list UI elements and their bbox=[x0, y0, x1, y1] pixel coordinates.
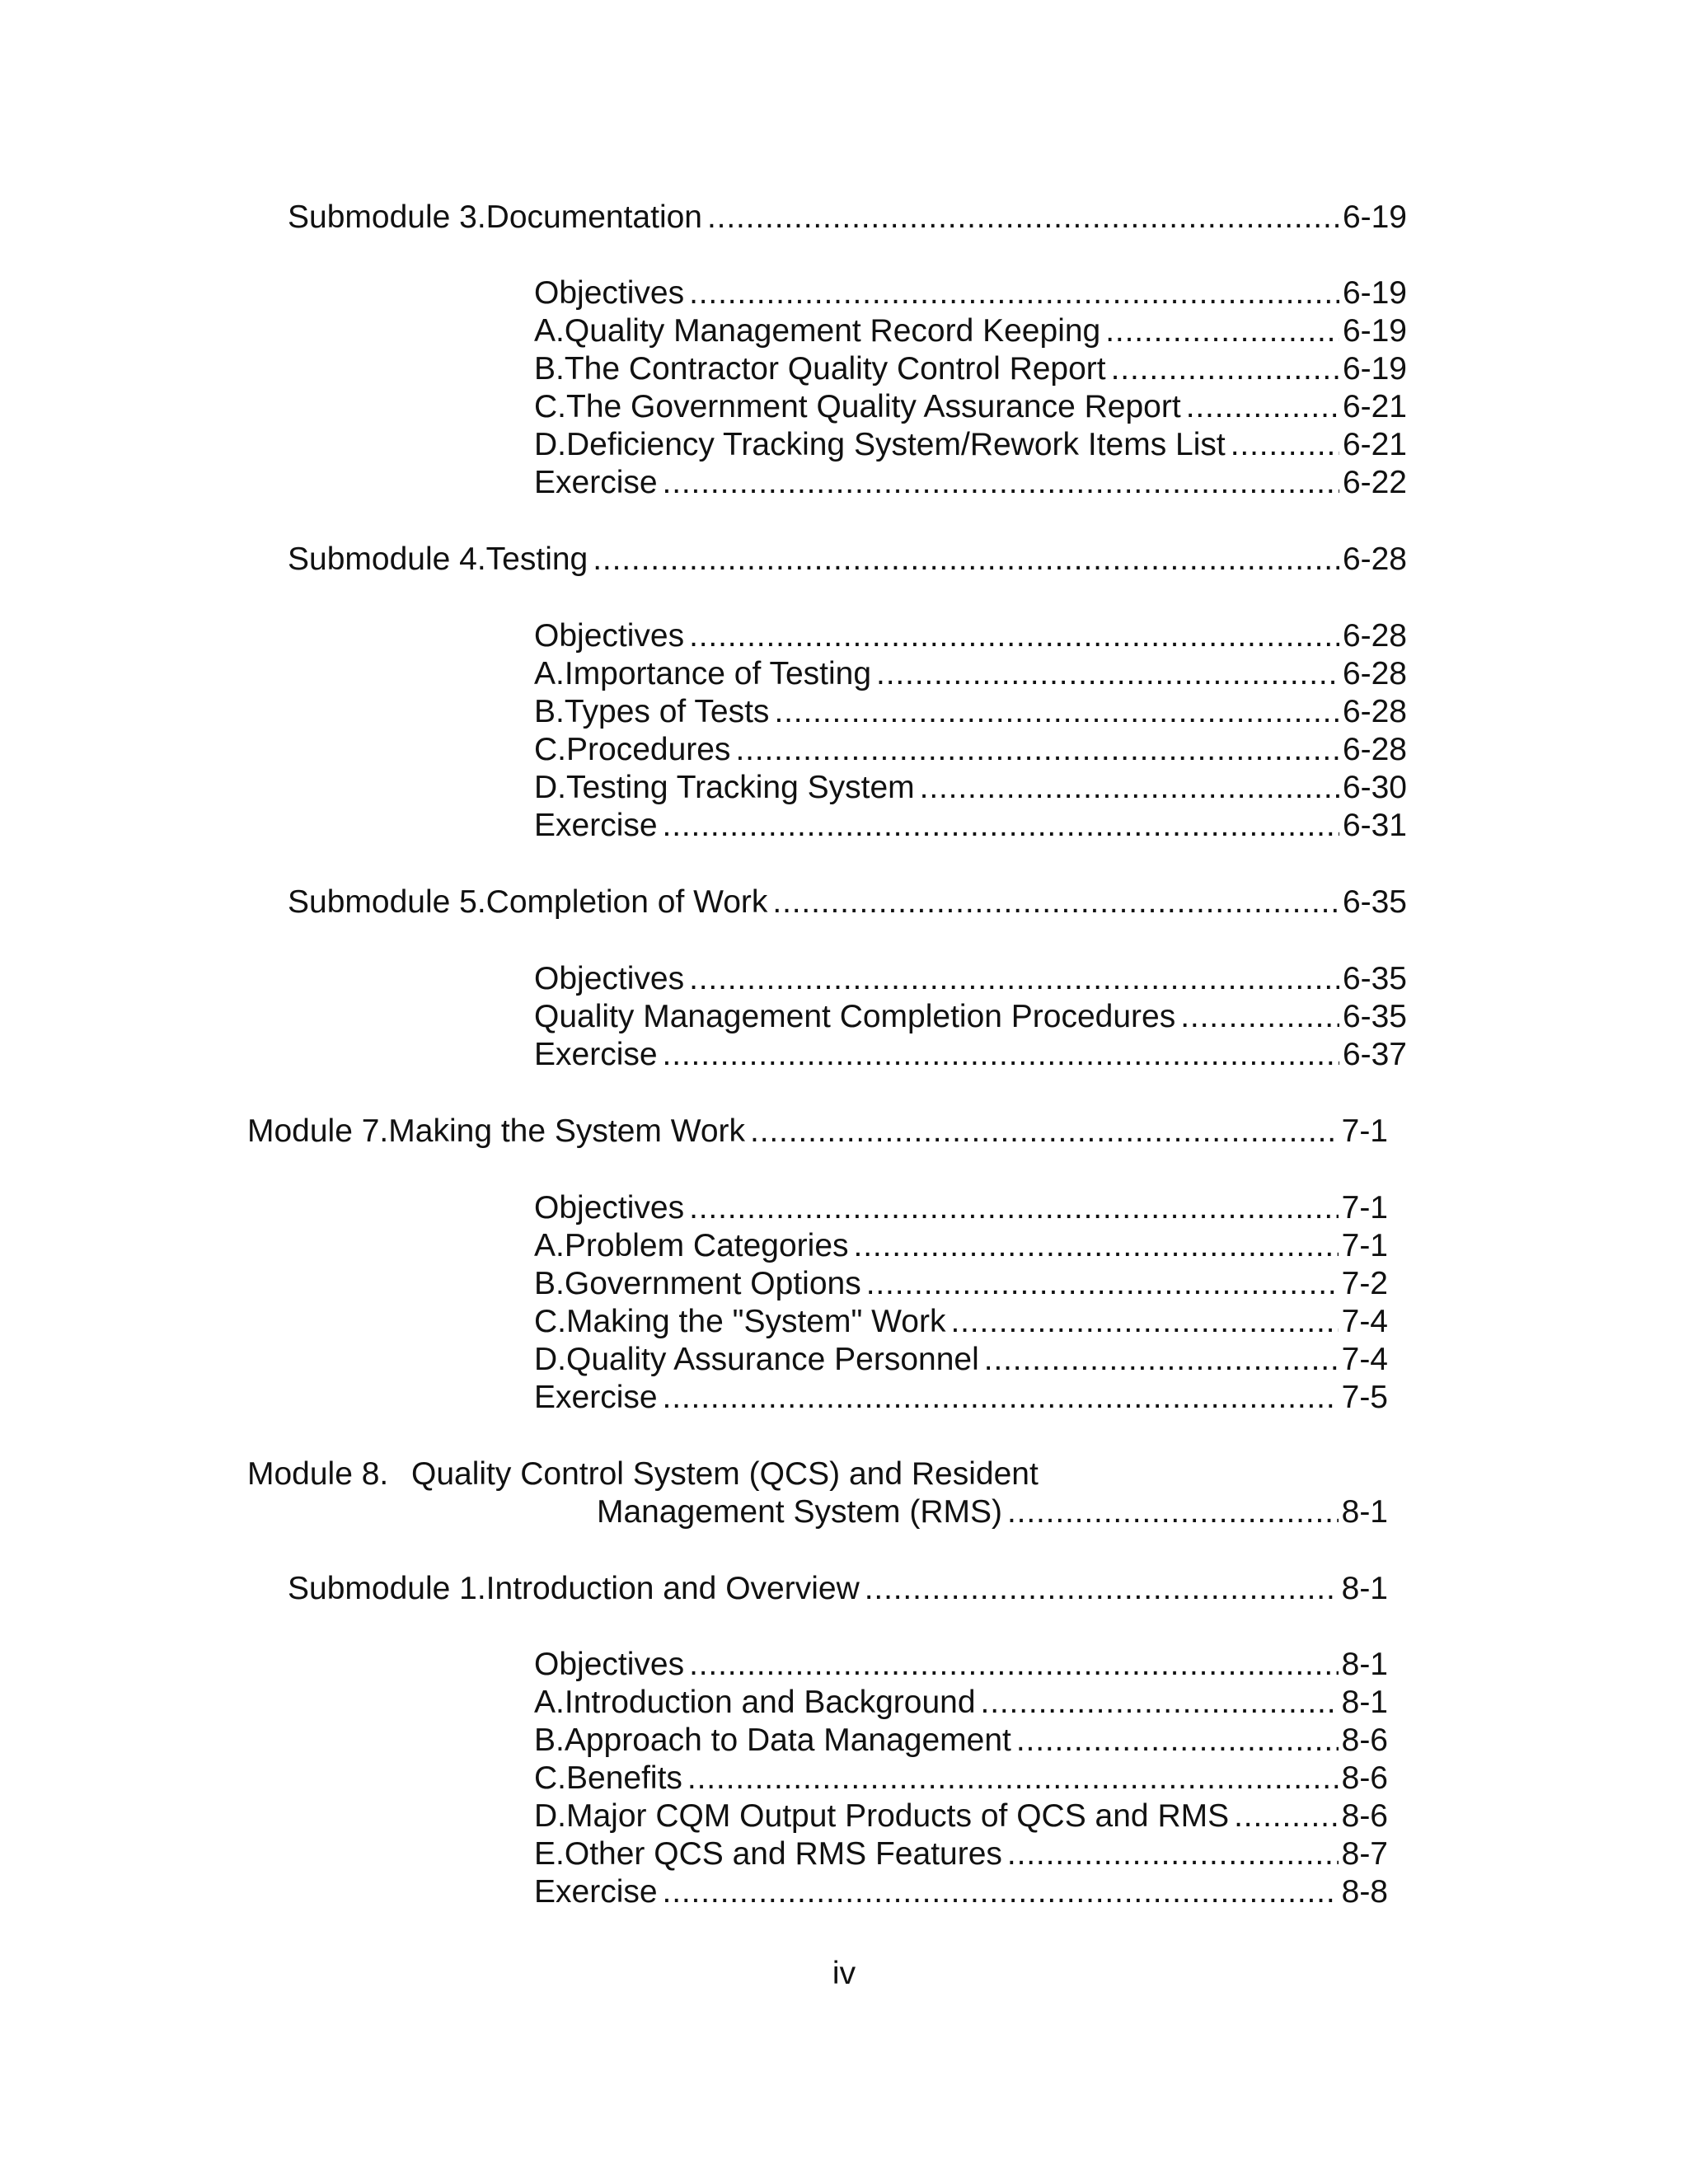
toc-item[interactable] bbox=[534, 731, 1407, 769]
toc-heading-module-8-continued[interactable] bbox=[597, 1493, 1388, 1531]
toc-item-title: Testing Tracking System bbox=[566, 770, 915, 805]
toc-page-ref: 6-31 bbox=[1342, 808, 1407, 843]
toc-page-ref: 6-28 bbox=[1342, 656, 1407, 691]
dot-leader bbox=[663, 1379, 1339, 1417]
toc-item-letter: E. bbox=[534, 1836, 565, 1872]
toc-heading-title: Introduction and Overview bbox=[485, 1571, 860, 1606]
toc-item-objectives[interactable] bbox=[534, 274, 1407, 312]
page-number: iv bbox=[832, 1956, 856, 1991]
toc-page-ref: 8-6 bbox=[1341, 1798, 1388, 1834]
toc-heading-label: Submodule 1. bbox=[288, 1571, 486, 1606]
toc-item[interactable] bbox=[534, 655, 1407, 693]
toc-item[interactable] bbox=[534, 426, 1407, 464]
toc-page-ref: 6-19 bbox=[1342, 199, 1407, 235]
toc-item[interactable] bbox=[534, 312, 1407, 350]
dot-leader bbox=[663, 807, 1339, 845]
toc-page-ref: 6-21 bbox=[1342, 427, 1407, 462]
dot-leader bbox=[865, 1570, 1339, 1608]
toc-page-ref: 7-4 bbox=[1341, 1342, 1388, 1377]
toc-item-title: Problem Categories bbox=[564, 1228, 849, 1263]
dot-leader bbox=[854, 1227, 1339, 1265]
toc-item[interactable] bbox=[534, 1835, 1388, 1873]
toc-item-letter: B. bbox=[534, 694, 565, 729]
toc-page-ref: 6-28 bbox=[1342, 694, 1407, 729]
toc-page-ref: 6-35 bbox=[1342, 999, 1407, 1034]
toc-item-title: Benefits bbox=[566, 1760, 682, 1796]
toc-item-letter: D. bbox=[534, 1798, 566, 1834]
toc-page-ref: 8-6 bbox=[1341, 1760, 1388, 1796]
dot-leader bbox=[876, 655, 1339, 693]
dot-leader bbox=[1180, 998, 1339, 1036]
dot-leader bbox=[689, 617, 1339, 655]
toc-item-title: Exercise bbox=[534, 1380, 658, 1415]
toc-item-title: Exercise bbox=[534, 1874, 658, 1910]
toc-item-title: Exercise bbox=[534, 465, 658, 500]
toc-page-ref: 7-1 bbox=[1341, 1190, 1388, 1226]
toc-item-letter: A. bbox=[534, 656, 565, 691]
toc-heading-title: Testing bbox=[485, 541, 588, 577]
toc-item[interactable] bbox=[534, 1760, 1388, 1797]
toc-item-exercise[interactable] bbox=[534, 464, 1407, 502]
toc-item[interactable] bbox=[534, 1797, 1388, 1835]
toc-item[interactable] bbox=[534, 998, 1407, 1036]
dot-leader bbox=[1111, 350, 1339, 388]
toc-page-ref: 6-19 bbox=[1342, 275, 1407, 311]
dot-leader bbox=[735, 731, 1339, 769]
toc-item[interactable] bbox=[534, 693, 1407, 731]
dot-leader bbox=[1007, 1835, 1339, 1873]
toc-heading-label: Module 8. bbox=[247, 1456, 389, 1492]
toc-item-objectives[interactable] bbox=[534, 1646, 1388, 1684]
toc-item[interactable] bbox=[534, 1684, 1388, 1722]
toc-heading-label: Submodule 3. bbox=[288, 199, 486, 235]
toc-item-title: Government Options bbox=[564, 1266, 861, 1301]
toc-page-ref: 6-28 bbox=[1342, 732, 1407, 767]
toc-item[interactable] bbox=[534, 1722, 1388, 1760]
toc-page-ref: 8-1 bbox=[1341, 1647, 1388, 1682]
toc-item[interactable] bbox=[534, 388, 1407, 426]
toc-item-title: Objectives bbox=[534, 618, 685, 654]
dot-leader bbox=[1231, 426, 1339, 464]
dot-leader bbox=[920, 769, 1339, 807]
toc-item-letter: B. bbox=[534, 1722, 565, 1758]
toc-item-letter: D. bbox=[534, 770, 566, 805]
dot-leader bbox=[774, 693, 1339, 731]
toc-item-title: Quality Management Completion Procedures bbox=[534, 999, 1176, 1034]
toc-item-title: Major CQM Output Products of QCS and RMS bbox=[566, 1798, 1230, 1834]
dot-leader bbox=[663, 464, 1339, 502]
toc-heading-label: Submodule 4. bbox=[288, 541, 486, 577]
toc-item[interactable] bbox=[534, 350, 1407, 388]
toc-item-title: Exercise bbox=[534, 808, 658, 843]
toc-item-title: Quality Management Record Keeping bbox=[564, 313, 1101, 349]
toc-item-letter: C. bbox=[534, 1304, 566, 1339]
toc-page-ref: 8-8 bbox=[1341, 1874, 1388, 1910]
toc-item-letter: B. bbox=[534, 351, 565, 387]
toc-item-letter: C. bbox=[534, 389, 566, 424]
toc-item-title: Objectives bbox=[534, 275, 685, 311]
toc-page-ref: 6-28 bbox=[1342, 618, 1407, 654]
dot-leader bbox=[981, 1684, 1339, 1722]
toc-page-ref: 6-19 bbox=[1342, 351, 1407, 387]
toc-page-ref: 8-6 bbox=[1341, 1722, 1388, 1758]
toc-item-objectives[interactable] bbox=[534, 1189, 1388, 1227]
toc-item-letter: C. bbox=[534, 732, 566, 767]
dot-leader bbox=[593, 541, 1339, 579]
toc-heading-title: Completion of Work bbox=[485, 884, 768, 920]
toc-page-ref: 6-35 bbox=[1342, 961, 1407, 996]
toc-item-title: The Government Quality Assurance Report bbox=[566, 389, 1181, 424]
toc-page-ref: 8-1 bbox=[1341, 1494, 1388, 1530]
dot-leader bbox=[1007, 1493, 1339, 1531]
toc-item-letter: D. bbox=[534, 427, 566, 462]
toc-heading-label: Module 7. bbox=[247, 1113, 389, 1149]
dot-leader bbox=[950, 1303, 1338, 1341]
toc-heading-module-7[interactable] bbox=[247, 1113, 1388, 1151]
dot-leader bbox=[1105, 312, 1339, 350]
toc-heading-label: Submodule 5. bbox=[288, 884, 486, 920]
toc-item-exercise[interactable] bbox=[534, 1036, 1407, 1074]
toc-page-ref: 6-19 bbox=[1342, 313, 1407, 349]
toc-heading-module-8[interactable] bbox=[247, 1455, 1039, 1493]
toc-item-letter: A. bbox=[534, 313, 565, 349]
toc-page-ref: 7-2 bbox=[1341, 1266, 1388, 1301]
toc-item-title: Exercise bbox=[534, 1037, 658, 1072]
toc-page-ref: 7-1 bbox=[1341, 1113, 1388, 1149]
toc-page-ref: 7-4 bbox=[1341, 1304, 1388, 1339]
dot-leader bbox=[689, 960, 1339, 998]
toc-page-ref: 6-35 bbox=[1342, 884, 1407, 920]
toc-page-ref: 7-5 bbox=[1341, 1380, 1388, 1415]
toc-item[interactable] bbox=[534, 769, 1407, 807]
dot-leader bbox=[707, 199, 1339, 237]
toc-item-title: Deficiency Tracking System/Rework Items List bbox=[566, 427, 1226, 462]
toc-page-ref: 6-22 bbox=[1342, 465, 1407, 500]
toc-item-letter: A. bbox=[534, 1685, 565, 1720]
dot-leader bbox=[866, 1265, 1339, 1303]
dot-leader bbox=[750, 1113, 1339, 1151]
toc-item-letter: B. bbox=[534, 1266, 565, 1301]
toc-item-title: Making the "System" Work bbox=[566, 1304, 946, 1339]
toc-page-ref: 7-1 bbox=[1341, 1228, 1388, 1263]
dot-leader bbox=[663, 1873, 1339, 1911]
dot-leader bbox=[1186, 388, 1339, 426]
toc-item-title: Objectives bbox=[534, 1190, 685, 1226]
dot-leader bbox=[689, 1646, 1339, 1684]
dot-leader bbox=[663, 1036, 1339, 1074]
toc-item-title: Types of Tests bbox=[564, 694, 770, 729]
toc-page-ref: 6-37 bbox=[1342, 1037, 1407, 1072]
dot-leader bbox=[689, 274, 1339, 312]
toc-heading-module-8-submodule-1[interactable] bbox=[288, 1570, 1388, 1608]
toc-page-ref: 8-1 bbox=[1341, 1571, 1388, 1606]
toc-heading-title: Quality Control System (QCS) and Resident bbox=[411, 1456, 1039, 1492]
dot-leader bbox=[687, 1760, 1339, 1797]
toc-item-title: Procedures bbox=[566, 732, 731, 767]
dot-leader bbox=[689, 1189, 1339, 1227]
toc-item-letter: C. bbox=[534, 1760, 566, 1796]
toc-item-title: Introduction and Background bbox=[564, 1685, 976, 1720]
toc-item[interactable] bbox=[534, 1303, 1388, 1341]
toc-item[interactable] bbox=[534, 1341, 1388, 1379]
toc-item-title: Quality Assurance Personnel bbox=[566, 1342, 979, 1377]
toc-page-ref: 6-21 bbox=[1342, 389, 1407, 424]
toc-heading-title: Making the System Work bbox=[388, 1113, 746, 1149]
toc-heading-submodule-4[interactable] bbox=[288, 541, 1407, 579]
dot-leader bbox=[772, 883, 1339, 921]
toc-item-title: Other QCS and RMS Features bbox=[564, 1836, 1002, 1872]
toc-heading-title: Management System (RMS) bbox=[597, 1494, 1002, 1530]
toc-item-objectives[interactable] bbox=[534, 617, 1407, 655]
toc-heading-title: Documentation bbox=[485, 199, 702, 235]
toc-item-exercise[interactable] bbox=[534, 807, 1407, 845]
toc-item-objectives[interactable] bbox=[534, 960, 1407, 998]
toc-item-letter: A. bbox=[534, 1228, 565, 1263]
dot-leader bbox=[984, 1341, 1339, 1379]
toc-item-title: Objectives bbox=[534, 961, 685, 996]
toc-heading-submodule-3[interactable] bbox=[288, 199, 1407, 237]
dot-leader bbox=[1016, 1722, 1339, 1760]
toc-item[interactable] bbox=[534, 1265, 1388, 1303]
toc-item-exercise[interactable] bbox=[534, 1873, 1388, 1911]
toc-item-title: The Contractor Quality Control Report bbox=[564, 351, 1106, 387]
toc-item-title: Importance of Testing bbox=[564, 656, 872, 691]
dot-leader bbox=[1234, 1797, 1339, 1835]
toc-item-letter: D. bbox=[534, 1342, 566, 1377]
toc-item-exercise[interactable] bbox=[534, 1379, 1388, 1417]
toc-page-ref: 6-30 bbox=[1342, 770, 1407, 805]
toc-page-ref: 8-1 bbox=[1341, 1685, 1388, 1720]
toc-heading-submodule-5[interactable] bbox=[288, 883, 1407, 921]
toc-item[interactable] bbox=[534, 1227, 1388, 1265]
toc-page-ref: 8-7 bbox=[1341, 1836, 1388, 1872]
toc-item-title: Approach to Data Management bbox=[564, 1722, 1011, 1758]
toc-page-ref: 6-28 bbox=[1342, 541, 1407, 577]
toc-item-title: Objectives bbox=[534, 1647, 685, 1682]
